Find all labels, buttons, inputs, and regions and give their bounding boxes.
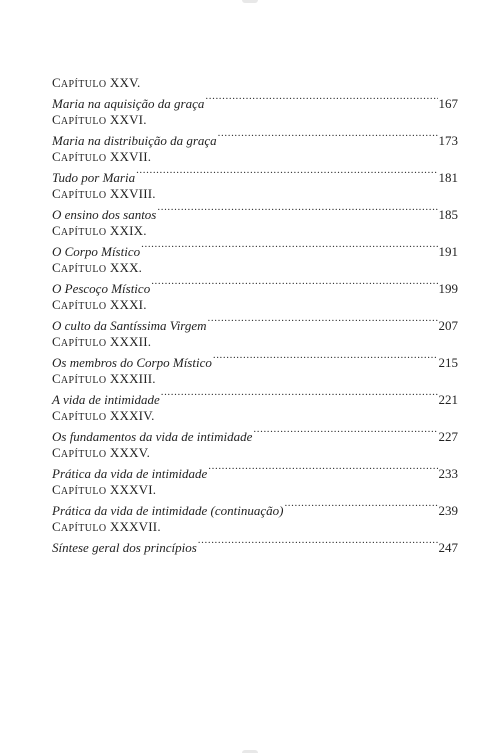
dot-leader [141,239,437,256]
chapter-label-rest: APÍTULO [60,227,107,238]
chapter-title: Prática da vida de intimidade [52,466,208,481]
chapter-title-line[interactable] [52,313,458,333]
chapter-label-rest: APÍTULO [60,338,107,349]
toc-entry [52,408,458,445]
chapter-numeral: XXVII. [109,149,152,164]
chapter-label-initial: C [52,408,61,423]
chapter-numeral: XXXII. [109,334,152,349]
dot-leader [198,535,438,552]
toc-entry [52,445,458,482]
dot-leader [161,387,438,404]
chapter-label-rest: APÍTULO [60,412,107,423]
chapter-numeral: XXXVI. [109,482,157,497]
page-number: 233 [438,466,458,481]
chapter-title: Os membros do Corpo Místico [52,355,212,370]
chapter-numeral: XXXVII. [109,519,161,534]
chapter-label-initial: C [52,223,61,238]
page-number: 181 [438,170,458,185]
chapter-label-initial: C [52,149,61,164]
chapter-title-line[interactable] [52,461,458,481]
chapter-heading [52,408,458,424]
dot-leader [284,498,437,515]
chapter-title-line[interactable] [52,276,458,296]
chapter-title-line[interactable] [52,165,458,185]
chapter-label-rest: APÍTULO [60,79,107,90]
dot-leader [136,165,437,182]
chapter-heading [52,223,458,239]
chapter-numeral: XXXIV. [109,408,155,423]
chapter-title: A vida de intimidade [52,392,160,407]
chapter-label-rest: APÍTULO [60,486,107,497]
page-number: 227 [438,429,458,444]
toc-entry [52,112,458,149]
chapter-heading [52,260,458,276]
dot-leader [157,202,437,219]
chapter-heading [52,75,458,91]
chapter-title: O ensino dos santos [52,207,157,222]
chapter-heading [52,112,458,128]
chapter-label-rest: APÍTULO [60,375,107,386]
chapter-label-rest: APÍTULO [60,116,107,127]
chapter-label-initial: C [52,371,61,386]
chapter-label-rest: APÍTULO [60,190,107,201]
chapter-title: Maria na aquisição da graça [52,96,205,111]
toc-entry [52,297,458,334]
dot-leader [218,128,438,145]
chapter-label-rest: APÍTULO [60,449,107,460]
toc-entry [52,334,458,371]
chapter-heading [52,371,458,387]
page-number: 199 [438,281,458,296]
chapter-title-line[interactable] [52,424,458,444]
chapter-label-rest: APÍTULO [60,264,107,275]
toc-entry [52,371,458,408]
chapter-title: Prática da vida de intimidade (continuação) [52,503,284,518]
chapter-label-initial: C [52,260,61,275]
page-number: 247 [438,540,458,555]
chapter-title: O culto da Santíssima Virgem [52,318,207,333]
chapter-heading [52,334,458,350]
page-number: 215 [438,355,458,370]
chapter-numeral: XXVIII. [109,186,156,201]
chapter-numeral: XXXI. [109,297,147,312]
chapter-label-initial: C [52,519,61,534]
page-number: 221 [438,392,458,407]
toc-entry [52,223,458,260]
chapter-label-initial: C [52,297,61,312]
chapter-heading [52,297,458,313]
chapter-label-rest: APÍTULO [60,153,107,164]
chapter-title: O Pescoço Místico [52,281,151,296]
chapter-label-initial: C [52,112,61,127]
chapter-title: Os fundamentos da vida de intimidade [52,429,253,444]
chapter-heading [52,186,458,202]
page-number: 207 [438,318,458,333]
table-of-contents [52,75,458,556]
dot-leader [205,91,437,108]
chapter-title-line[interactable] [52,387,458,407]
chapter-title-line[interactable] [52,498,458,518]
dot-leader [208,461,437,478]
chapter-numeral: XXVI. [109,112,147,127]
chapter-heading [52,149,458,165]
chapter-title: Tudo por Maria [52,170,136,185]
chapter-numeral: XXX. [109,260,143,275]
chapter-title-line[interactable] [52,535,458,555]
page-number: 239 [438,503,458,518]
top-page-mark [242,0,258,3]
dot-leader [253,424,437,441]
chapter-label-initial: C [52,334,61,349]
chapter-label-initial: C [52,482,61,497]
chapter-heading [52,482,458,498]
chapter-title: O Corpo Místico [52,244,141,259]
chapter-numeral: XXXIII. [109,371,156,386]
toc-entry [52,149,458,186]
chapter-label-initial: C [52,186,61,201]
dot-leader [208,313,438,330]
toc-entry [52,186,458,223]
chapter-title-line[interactable] [52,350,458,370]
chapter-label-initial: C [52,445,61,460]
page-number: 167 [438,96,458,111]
chapter-label-initial: C [52,75,61,90]
chapter-title-line[interactable] [52,202,458,222]
chapter-heading [52,519,458,535]
chapter-label-rest: APÍTULO [60,301,107,312]
page-number: 191 [438,244,458,259]
chapter-numeral: XXV. [109,75,141,90]
toc-entry [52,75,458,112]
chapter-title-line[interactable] [52,239,458,259]
dot-leader [151,276,437,293]
chapter-label-rest: APÍTULO [60,523,107,534]
toc-entry [52,260,458,297]
toc-entry [52,482,458,519]
chapter-title: Síntese geral dos princípios [52,540,197,555]
chapter-title: Maria na distribuição da graça [52,133,217,148]
page-number: 185 [438,207,458,222]
chapter-numeral: XXIX. [109,223,147,238]
toc-entry [52,519,458,556]
chapter-title-line[interactable] [52,128,458,148]
page-number: 173 [438,133,458,148]
chapter-heading [52,445,458,461]
chapter-title-line[interactable] [52,91,458,111]
dot-leader [213,350,438,367]
chapter-numeral: XXXV. [109,445,151,460]
